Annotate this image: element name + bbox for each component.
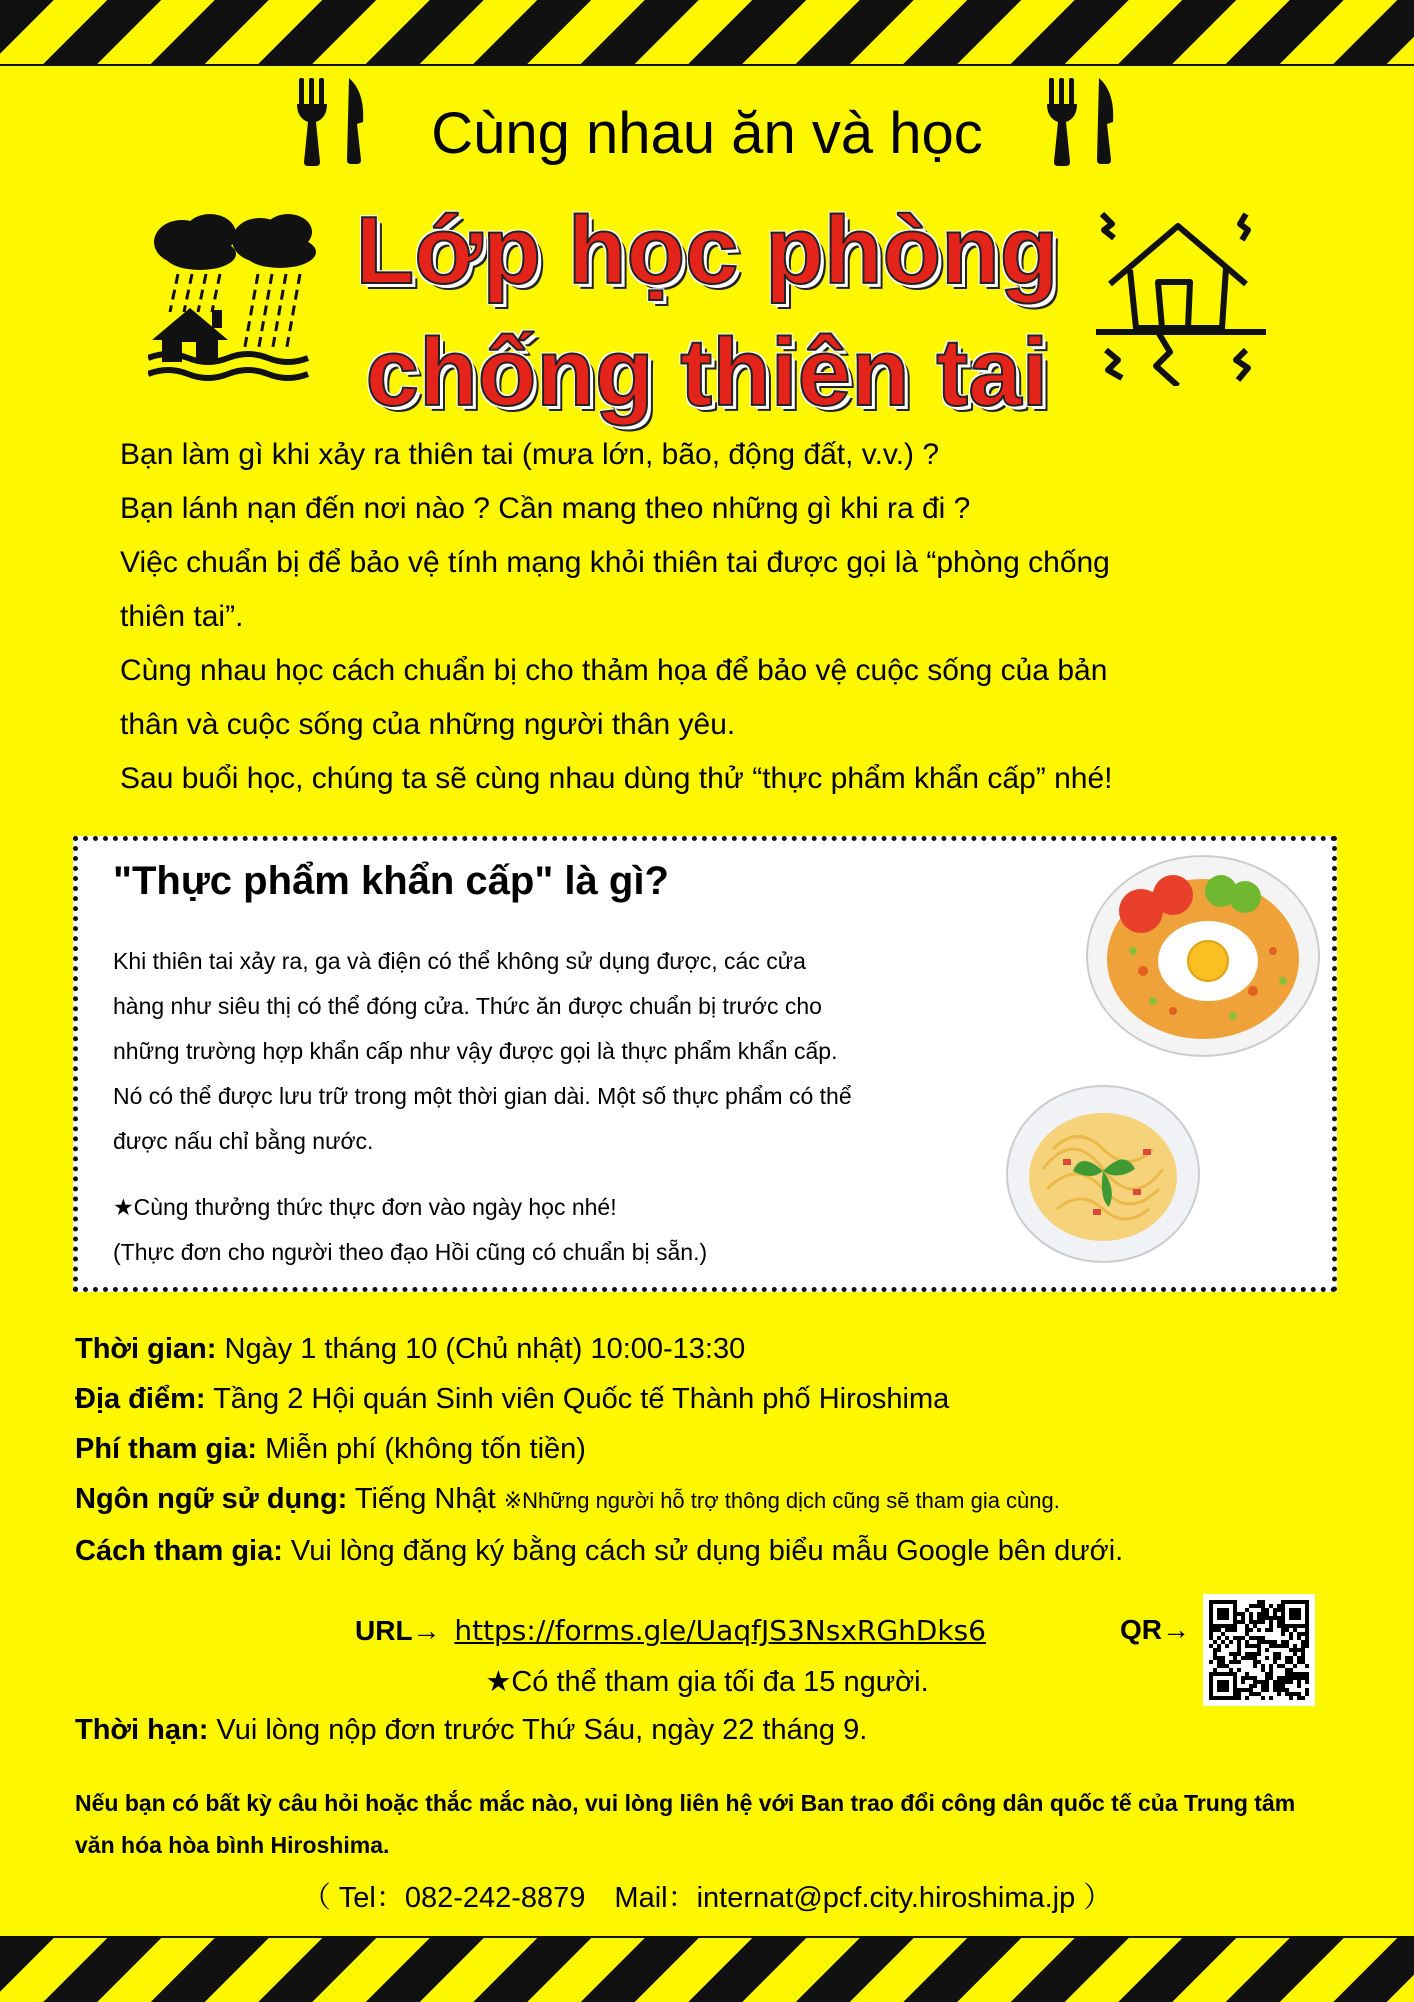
- deadline-row: Thời hạn: Vui lòng nộp đơn trước Thứ Sáu, ngày 22 tháng 9.: [75, 1714, 868, 1746]
- page-title: Lớp học phòng chống thiên tai: [355, 197, 1059, 426]
- capacity-note: ★Có thể tham gia tối đa 15 người.: [485, 1666, 929, 1698]
- intro-text: Bạn làm gì khi xảy ra thiên tai (mưa lớn, bão, động đất, v.v.) ? Bạn lánh nạn đến nơi nào ? Cần mang theo những gì khi ra đi ? Việc chuẩn bị để bảo vệ tính mạng khỏi thiên tai được gọi là “phòng chống thiên tai”. Cùng nhau học cách chuẩn bị cho thảm họa để bảo vệ cuộc sống của bản thân và cuộc sống của những người thân yêu. Sau buổi học, chúng ta sẽ cùng nhau dùng thử “thực phẩm khẩn cấp” nhé!: [120, 438, 1113, 795]
- how-to-join-row: Cách tham gia: Vui lòng đăng ký bằng cách sử dụng biểu mẫu Google bên dưới.: [75, 1535, 1124, 1567]
- menu-note: ★Cùng thưởng thức thực đơn vào ngày học nhé! (Thực đơn cho người theo đạo Hồi cũng có chuẩn bị sẵn.): [113, 1194, 708, 1265]
- url-row: URL→ https://forms.gle/UaqfJS3NsxRGhDks6: [355, 1614, 986, 1647]
- hazard-stripe-top: [0, 0, 1414, 66]
- earthquake-house-icon: [1096, 210, 1266, 386]
- fried-rice-plate-image: [1083, 851, 1323, 1061]
- emergency-food-box: [73, 836, 1337, 1292]
- food-box-heading: "Thực phẩm khẩn cấp" là gì?: [113, 859, 669, 903]
- food-box-body: Khi thiên tai xảy ra, ga và điện có thể không sử dụng được, các cửa hàng như siêu thị có thể đóng cửa. Thức ăn được chuẩn bị trước cho những trường hợp khẩn cấp như vậy được gọi là thực phẩm khẩn cấp. Nó có thể được lưu trữ trong một thời gian dài. Một số thực phẩm có thể được nấu chỉ bằng nước.: [113, 948, 852, 1154]
- event-details: [75, 1324, 1375, 1576]
- tel-mail-line: （ Tel：082-242-8879 Mail：internat@pcf.city.hiroshima.jp ）: [301, 1882, 1113, 1914]
- pasta-plate-image: [1003, 1079, 1203, 1269]
- place-row: Địa điểm: Tầng 2 Hội quán Sinh viên Quốc tế Thành phố Hiroshima: [75, 1383, 950, 1415]
- subtitle: Cùng nhau ăn và học: [431, 101, 983, 166]
- time-row: Thời gian: Ngày 1 tháng 10 (Chủ nhật) 10:00-13:30: [75, 1333, 746, 1365]
- contact-info: Nếu bạn có bất kỳ câu hỏi hoặc thắc mắc nào, vui lòng liên hệ với Ban trao đổi công dân quốc tế của Trung tâm văn hóa hòa bình Hiroshima.: [75, 1790, 1296, 1858]
- hazard-stripe-bottom: [0, 1936, 1414, 2002]
- qr-label: QR→: [1120, 1614, 1190, 1645]
- language-row: Ngôn ngữ sử dụng: Tiếng Nhật ※Những người hỗ trợ thông dịch cũng sẽ tham gia cùng.: [75, 1483, 1060, 1515]
- registration-form-link[interactable]: https://forms.gle/UaqfJS3NsxRGhDks6: [454, 1614, 986, 1647]
- fee-row: Phí tham gia: Miễn phí (không tốn tiền): [75, 1433, 586, 1465]
- heavy-rain-flood-icon: [148, 212, 324, 382]
